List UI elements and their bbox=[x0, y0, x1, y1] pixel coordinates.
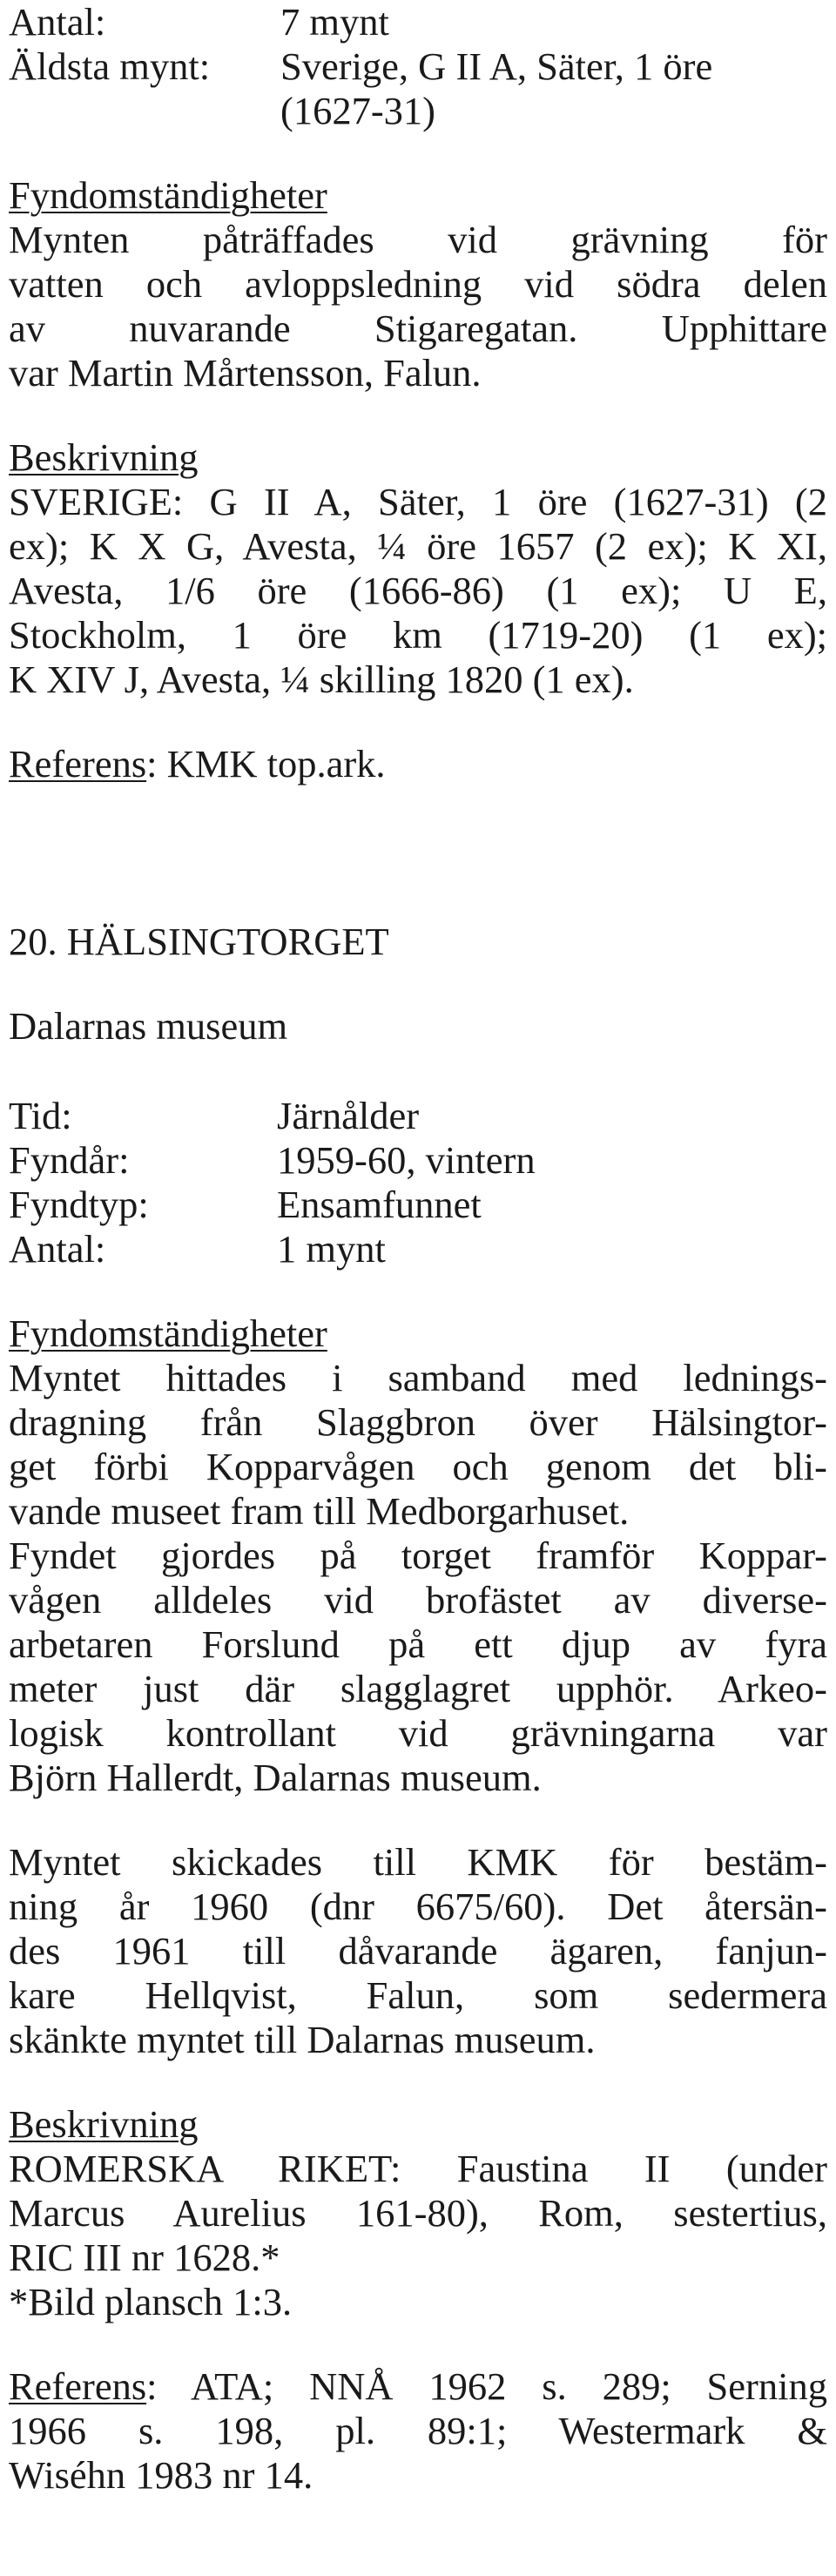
fynd-paragraph-2 bbox=[9, 1356, 827, 1800]
text-line: *Bild plansch 1:3. bbox=[9, 2280, 293, 2323]
beskrivning-paragraph bbox=[9, 480, 827, 702]
text-line: 1966 s. 198, pl. 89:1; Westermark & bbox=[9, 2409, 827, 2452]
text-line: vågen alldeles vid brofästet av diverse- bbox=[9, 1578, 827, 1622]
section-heading-fyndomstandigheter-2: Fyndomständigheter bbox=[9, 1312, 327, 1355]
text-line: Björn Hallerdt, Dalarnas museum. bbox=[9, 1756, 542, 1799]
referens-label: Referens bbox=[9, 2364, 147, 2408]
text-line: des 1961 till dåvarande ägaren, fanjun- bbox=[9, 1929, 827, 1972]
aldsta-label: Äldsta mynt: bbox=[9, 44, 211, 88]
antal-value: 7 mynt bbox=[280, 0, 389, 44]
fact-value: Järnålder bbox=[277, 1094, 420, 1137]
text-line: vande museet fram till Medborgarhuset. bbox=[9, 1489, 630, 1533]
antal-label: Antal: bbox=[9, 0, 106, 44]
text-line: Marcus Aurelius 161-80), Rom, sestertius, bbox=[9, 2191, 827, 2235]
text-line: get förbi Kopparvågen och genom det bli- bbox=[9, 1445, 827, 1488]
find-20-facts bbox=[9, 1094, 827, 1271]
fact-value: 1959-60, vintern bbox=[277, 1138, 536, 1182]
section-heading-fyndomstandigheter: Fyndomständigheter bbox=[9, 173, 327, 217]
text-line: arbetaren Forslund på ett djup av fyra bbox=[9, 1622, 827, 1666]
text-line: vatten och avloppsledning vid södra delen bbox=[9, 262, 827, 306]
text-line: logisk kontrollant vid grävningarna var bbox=[9, 1711, 827, 1755]
text-line: ning år 1960 (dnr 6675/60). Det återsän- bbox=[9, 1885, 827, 1928]
text-line: Avesta, 1/6 öre (1666-86) (1 ex); U E, bbox=[9, 569, 827, 612]
skick-paragraph bbox=[9, 1840, 827, 2062]
text-line: Referens: ATA; NNÅ 1962 s. 289; Serning bbox=[9, 2364, 827, 2408]
text-line: Stockholm, 1 öre km (1719-20) (1 ex); bbox=[9, 613, 827, 657]
section-heading-beskrivning: Beskrivning bbox=[9, 435, 199, 479]
aldsta-value: Sverige, G II A, Säter, 1 öre bbox=[280, 44, 713, 88]
text-line: kare Hellqvist, Falun, som sedermera bbox=[9, 1973, 827, 2017]
fact-label: Antal: bbox=[9, 1227, 106, 1271]
fact-value: 1 mynt bbox=[277, 1227, 386, 1271]
text-line: RIC III nr 1628.* bbox=[9, 2235, 280, 2279]
beskrivning-paragraph-2 bbox=[9, 2147, 827, 2324]
text-line: ROMERSKA RIKET: Faustina II (under bbox=[9, 2147, 827, 2190]
referens-block-2 bbox=[9, 2364, 827, 2498]
text-line: SVERIGE: G II A, Säter, 1 öre (1627-31) (2 bbox=[9, 480, 827, 523]
referens-label: Referens bbox=[9, 742, 147, 786]
fact-value: Ensamfunnet bbox=[277, 1183, 482, 1226]
document-page bbox=[9, 0, 827, 2498]
fact-label: Fyndtyp: bbox=[9, 1183, 149, 1226]
text-line: K XIV J, Avesta, ¼ skilling 1820 (1 ex). bbox=[9, 657, 634, 701]
find-19-facts bbox=[9, 0, 827, 133]
section-heading-beskrivning-2: Beskrivning bbox=[9, 2102, 199, 2146]
fact-label: Tid: bbox=[9, 1094, 72, 1137]
text-line: Fyndet gjordes på torget framför Koppar- bbox=[9, 1534, 827, 1577]
text-line: av nuvarande Stigaregatan. Upphittare bbox=[9, 307, 827, 350]
fact-label: Fyndår: bbox=[9, 1138, 130, 1182]
text-line: var Martin Mårtensson, Falun. bbox=[9, 351, 482, 394]
referens-line bbox=[9, 742, 827, 786]
text-line: ex); K X G, Avesta, ¼ öre 1657 (2 ex); K XI, bbox=[9, 524, 827, 568]
text-line: Wiséhn 1983 nr 14. bbox=[9, 2453, 314, 2497]
aldsta-value-cont: (1627-31) bbox=[280, 89, 435, 132]
find-title: 20. HÄLSINGTORGET bbox=[9, 920, 389, 963]
fynd-paragraph bbox=[9, 218, 827, 395]
referens-text: : KMK top.ark. bbox=[146, 742, 386, 786]
text-line: Myntet hittades i samband med lednings- bbox=[9, 1356, 827, 1399]
text-line: dragning från Slaggbron över Hälsingtor- bbox=[9, 1400, 827, 1444]
text-line: Myntet skickades till KMK för bestäm- bbox=[9, 1840, 827, 1884]
text-line: meter just där slagglagret upphör. Arkeo- bbox=[9, 1667, 827, 1710]
text-line: Mynten påträffades vid grävning för bbox=[9, 218, 827, 261]
text-line: skänkte myntet till Dalarnas museum. bbox=[9, 2018, 596, 2061]
museum-name: Dalarnas museum bbox=[9, 1004, 288, 1048]
